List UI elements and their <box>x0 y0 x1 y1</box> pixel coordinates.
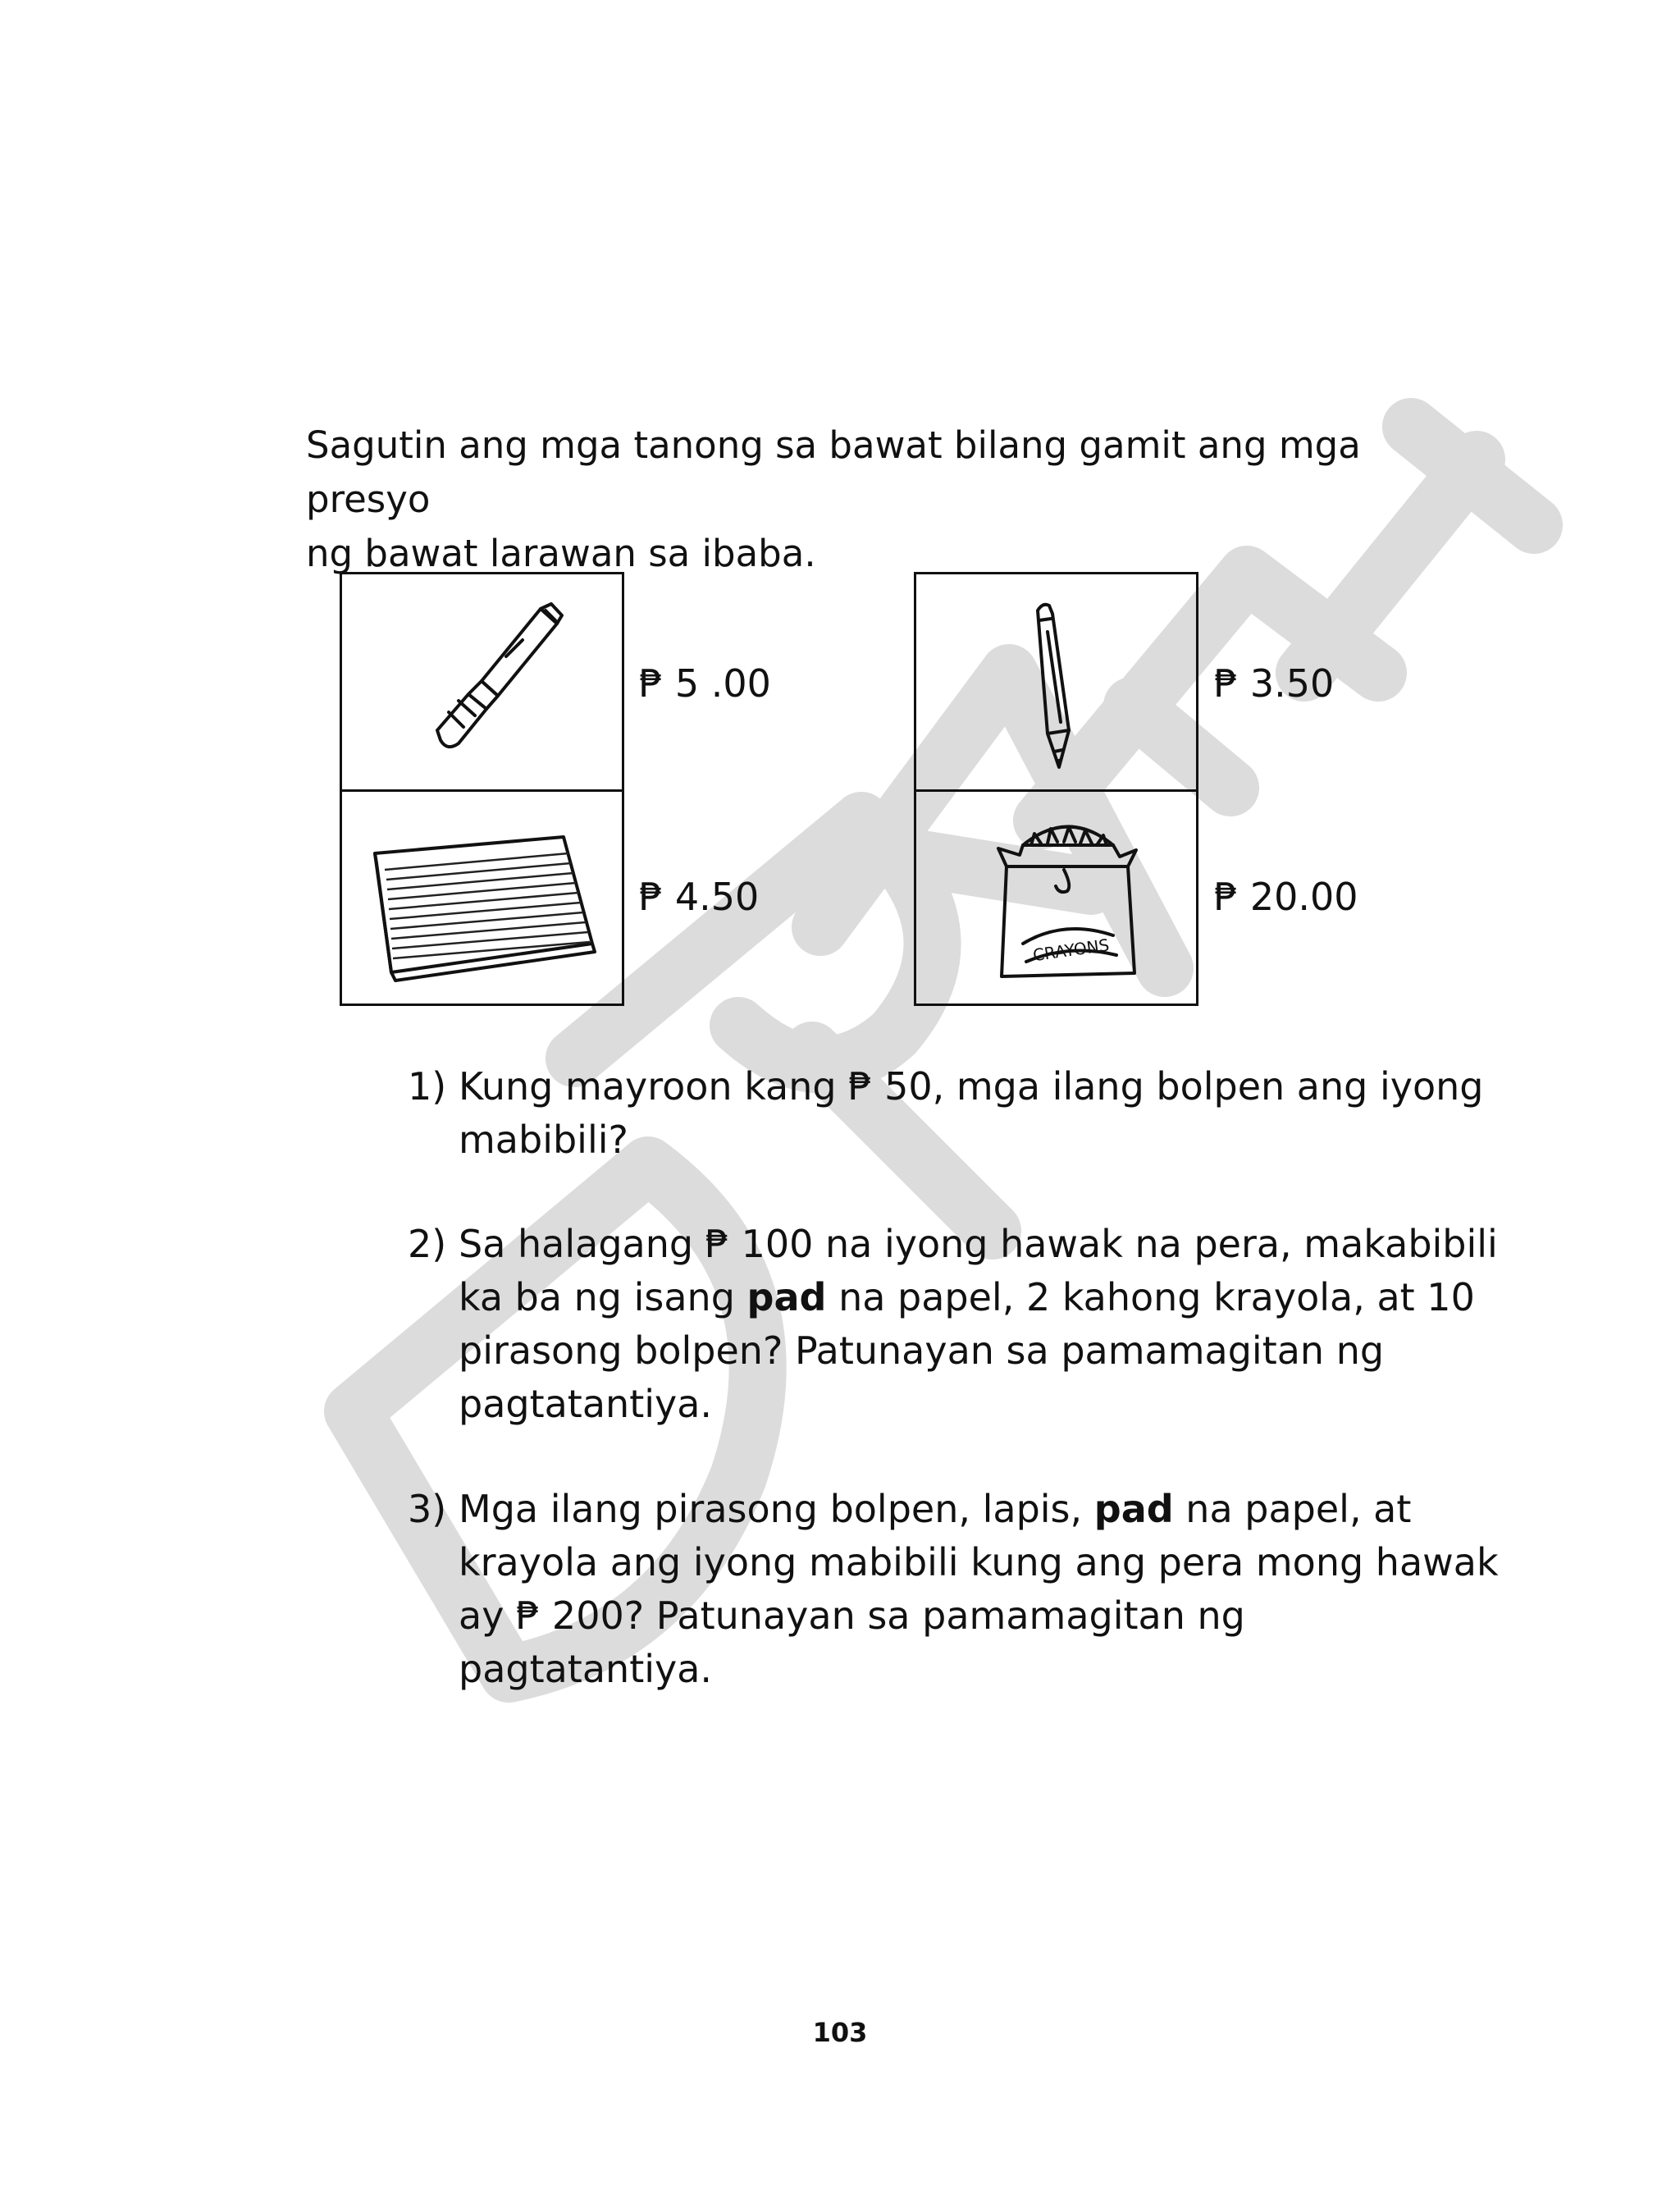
price-box-right <box>914 572 1198 1006</box>
pen-icon <box>383 599 588 771</box>
price-notepad: ₱ 4.50 <box>639 875 760 919</box>
instructions <box>306 418 1454 581</box>
question-2-number: 2) <box>408 1222 447 1266</box>
question-2-text-before: Sa halagang ₱ 100 na iyong hawak na pera, makabibili ka ba ng isang <box>459 1222 1498 1319</box>
price-crayons: ₱ 20.00 <box>1214 875 1358 919</box>
price-box-left <box>340 572 624 1006</box>
question-1-text: Kung mayroon kang ₱ 50, mga ilang bolpen ang iyong mabibili? <box>459 1064 1484 1162</box>
question-3-text-before: Mga ilang pirasong bolpen, lapis, <box>459 1487 1094 1531</box>
notepad-icon <box>367 821 605 985</box>
question-1 <box>408 1060 1507 1167</box>
question-3 <box>408 1483 1507 1696</box>
question-3-bold-term: pad <box>1093 1487 1174 1531</box>
price-pencil: ₱ 3.50 <box>1214 661 1335 706</box>
price-pen: ₱ 5 .00 <box>639 661 771 706</box>
crayon-box-label: CRAYONS <box>1031 935 1111 966</box>
question-3-text-after: na papel, at krayola ang iyong mabibili kung ang pera mong hawak ay ₱ 200? Patunayan sa pamamagitan ng pagtatantiya. <box>459 1487 1499 1691</box>
question-2-text <box>408 1218 1507 1431</box>
question-3-text <box>408 1483 1507 1696</box>
instructions-line-1: Sagutin ang mga tanong sa bawat bilang gamit ang mga presyo <box>306 423 1361 521</box>
crayon-box-icon <box>990 812 1146 993</box>
question-3-number: 3) <box>408 1487 447 1531</box>
instructions-line-2: ng bawat larawan sa ibaba. <box>306 532 816 575</box>
question-1-number: 1) <box>408 1064 447 1109</box>
question-2 <box>408 1218 1507 1431</box>
question-2-text-after: na papel, 2 kahong krayola, at 10 pirasong bolpen? Patunayan sa pamamagitan ng pagtatantiya. <box>459 1275 1475 1426</box>
page-number: 103 <box>812 2017 868 2048</box>
pencil-icon <box>1023 599 1097 775</box>
question-2-bold-term: pad <box>746 1275 827 1319</box>
